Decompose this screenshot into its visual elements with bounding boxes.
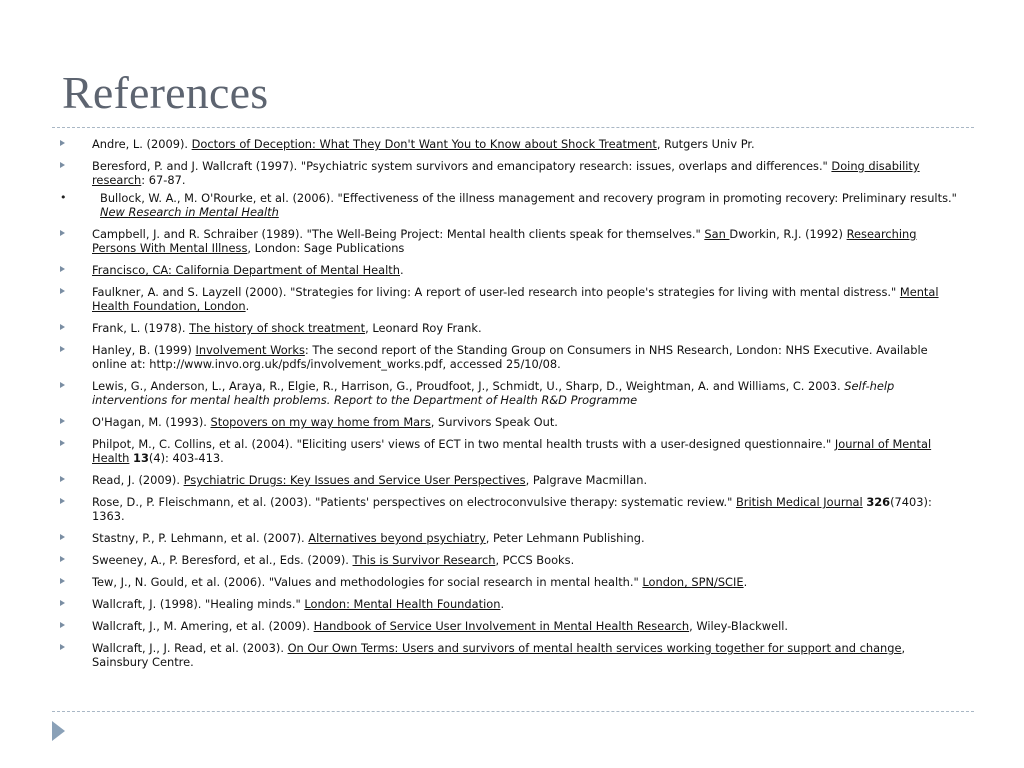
reference-segment: Philpot, M., C. Collins, et al. (2004). "Eliciting users' views of ECT in two mental health trusts with a user-designed questionnaire."	[92, 437, 835, 451]
bullet-arrow-icon	[60, 498, 65, 504]
reference-link[interactable]: Researching Persons With Mental Illness	[92, 227, 917, 255]
bullet-arrow-icon	[60, 556, 65, 562]
bullet-arrow-icon	[60, 440, 65, 446]
reference-text	[92, 641, 960, 669]
reference-link[interactable]: Stopovers on my way home from Mars	[210, 415, 431, 429]
reference-link[interactable]: Handbook of Service User Involvement in Mental Health Research	[313, 619, 690, 633]
reference-segment: Sweeney, A., P. Beresford, et al., Eds. (2009).	[92, 553, 353, 567]
reference-text	[92, 575, 960, 589]
reference-text	[92, 495, 960, 523]
reference-segment: , Survivors Speak Out.	[430, 415, 558, 429]
reference-segment: , Palgrave Macmillan.	[525, 473, 648, 487]
reference-segment: (4): 403-413.	[148, 451, 224, 465]
reference-item	[60, 343, 960, 371]
reference-segment: O'Hagan, M. (1993).	[92, 415, 211, 429]
reference-item	[60, 159, 960, 187]
reference-link[interactable]: New Research in Mental Health	[100, 205, 279, 219]
reference-segment: : 67-87.	[141, 173, 186, 187]
reference-text	[92, 415, 960, 429]
reference-link[interactable]: San	[704, 227, 730, 241]
reference-segment: Dworkin, R.J. (1992)	[729, 227, 847, 241]
reference-link[interactable]: Involvement Works	[195, 343, 305, 357]
reference-text	[92, 437, 960, 465]
bullet-arrow-icon	[60, 534, 65, 540]
reference-text	[92, 137, 960, 151]
reference-link[interactable]: Alternatives beyond psychiatry	[308, 531, 486, 545]
reference-item	[60, 321, 960, 335]
bullet-arrow-icon	[60, 622, 65, 628]
reference-segment: Frank, L. (1978).	[92, 321, 190, 335]
reference-segment: Faulkner, A. and S. Layzell (2000). "Strategies for living: A report of user-led research into people's strategies for living with mental distress."	[92, 285, 900, 299]
title-divider	[52, 127, 974, 128]
reference-link[interactable]: London: Mental Health Foundation	[304, 597, 501, 611]
reference-list	[60, 137, 960, 677]
next-slide-arrow-icon[interactable]	[52, 721, 65, 741]
reference-item	[60, 415, 960, 429]
bullet-arrow-icon	[60, 346, 65, 352]
reference-text	[92, 553, 960, 567]
reference-item	[60, 191, 960, 219]
bullet-arrow-icon	[60, 162, 65, 168]
bullet-arrow-icon	[60, 578, 65, 584]
reference-item	[60, 575, 960, 589]
reference-link[interactable]: Journal of Mental Health	[92, 437, 932, 465]
reference-link[interactable]: London, SPN/SCIE	[642, 575, 744, 589]
reference-segment: Self-help interventions for mental health problems. Report to the Department of Health R&D Programme	[92, 379, 895, 407]
reference-segment: Stastny, P., P. Lehmann, et al. (2007).	[92, 531, 309, 545]
reference-segment: , PCCS Books.	[495, 553, 575, 567]
reference-link[interactable]: Doing disability research	[92, 159, 920, 187]
reference-text	[92, 343, 960, 371]
reference-item	[60, 553, 960, 567]
reference-segment: , Rutgers Univ Pr.	[656, 137, 755, 151]
reference-segment: .	[400, 263, 404, 277]
reference-item	[60, 285, 960, 313]
reference-segment: , Sainsbury Centre.	[92, 641, 906, 669]
reference-link[interactable]: Francisco, CA: California Department of Mental Health	[92, 263, 400, 277]
reference-segment: Rose, D., P. Fleischmann, et al. (2003). "Patients' perspectives on electroconvulsive therapy: systematic review."	[92, 495, 736, 509]
reference-link[interactable]: Doctors of Deception: What They Don't Want You to Know about Shock Treatment	[191, 137, 657, 151]
reference-item	[60, 137, 960, 151]
reference-text	[92, 285, 960, 313]
reference-segment: Hanley, B. (1999)	[92, 343, 196, 357]
reference-text	[100, 191, 960, 219]
reference-segment: .	[500, 597, 505, 611]
reference-segment: Read, J. (2009).	[92, 473, 184, 487]
bullet-arrow-icon	[60, 418, 65, 424]
reference-text	[92, 473, 960, 487]
reference-segment: , London: Sage Publications	[247, 241, 405, 255]
reference-segment: .	[245, 299, 250, 313]
reference-text	[92, 159, 960, 187]
reference-item	[60, 531, 960, 545]
reference-segment: Campbell, J. and R. Schraiber (1989). "The Well-Being Project: Mental health clients speak for themselves."	[92, 227, 705, 241]
reference-segment: Wallcraft, J. (1998). "Healing minds."	[92, 597, 305, 611]
reference-segment: (7403): 1363.	[92, 495, 932, 523]
reference-segment: Tew, J., N. Gould, et al. (2006). "Values and methodologies for social research in mental health."	[92, 575, 643, 589]
bullet-arrow-icon	[60, 644, 65, 650]
reference-link[interactable]: The history of shock treatment	[189, 321, 366, 335]
reference-segment: Bullock, W. A., M. O'Rourke, et al. (2006). "Effectiveness of the illness management and recovery program in promoting recovery: Preliminary results."	[100, 191, 957, 205]
bullet-arrow-icon	[60, 600, 65, 606]
reference-link[interactable]: Psychiatric Drugs: Key Issues and Service User Perspectives	[183, 473, 526, 487]
reference-item	[60, 227, 960, 255]
bullet-arrow-icon	[60, 476, 65, 482]
reference-item	[60, 495, 960, 523]
reference-link[interactable]: Mental Health Foundation, London	[92, 285, 939, 313]
reference-item	[60, 597, 960, 611]
reference-segment: Beresford, P. and J. Wallcraft (1997). "Psychiatric system survivors and emancipatory research: issues, overlaps and differences."	[92, 159, 832, 173]
reference-text	[92, 619, 960, 633]
reference-segment: .	[743, 575, 748, 589]
bullet-arrow-icon	[60, 140, 65, 146]
bullet-arrow-icon	[60, 266, 65, 272]
reference-segment: , Wiley-Blackwell.	[689, 619, 789, 633]
reference-segment: Andre, L. (2009).	[92, 137, 192, 151]
reference-segment: 326	[866, 495, 891, 509]
reference-segment: Lewis, G., Anderson, L., Araya, R., Elgie, R., Harrison, G., Proudfoot, J., Schmidt, U., Sharp, D., Weightman, A. and Williams, C. 2003.	[92, 379, 845, 393]
footer-divider	[52, 711, 974, 712]
reference-item	[60, 263, 960, 277]
reference-item	[60, 379, 960, 407]
bullet-arrow-icon	[60, 324, 65, 330]
reference-segment: : The second report of the Standing Group on Consumers in NHS Research, London: NHS Executive. Available online at: http://www.invo.org.uk/pdfs/involvement_works.pdf, accessed 25/10/08.	[92, 343, 928, 371]
reference-segment: , Peter Lehmann Publishing.	[485, 531, 645, 545]
reference-text	[92, 531, 960, 545]
bullet-arrow-icon	[60, 288, 65, 294]
reference-text	[92, 263, 960, 277]
reference-link[interactable]: This is Survivor Research	[352, 553, 496, 567]
reference-text	[92, 321, 960, 335]
reference-segment: Wallcraft, J., M. Amering, et al. (2009).	[92, 619, 314, 633]
reference-text	[92, 227, 960, 255]
slide-title: References	[62, 67, 269, 118]
bullet-arrow-icon	[60, 230, 65, 236]
reference-segment: 13	[133, 451, 149, 465]
reference-item	[60, 619, 960, 633]
bullet-dot-icon: •	[60, 191, 67, 204]
reference-item	[60, 641, 960, 669]
bullet-arrow-icon	[60, 382, 65, 388]
reference-item	[60, 473, 960, 487]
reference-item	[60, 437, 960, 465]
reference-text	[92, 379, 960, 407]
reference-segment: , Leonard Roy Frank.	[365, 321, 482, 335]
reference-text	[92, 597, 960, 611]
reference-link[interactable]: On Our Own Terms: Users and survivors of mental health services working together for support and change	[287, 641, 902, 655]
reference-segment: Wallcraft, J., J. Read, et al. (2003).	[92, 641, 288, 655]
reference-link[interactable]: British Medical Journal	[735, 495, 863, 509]
